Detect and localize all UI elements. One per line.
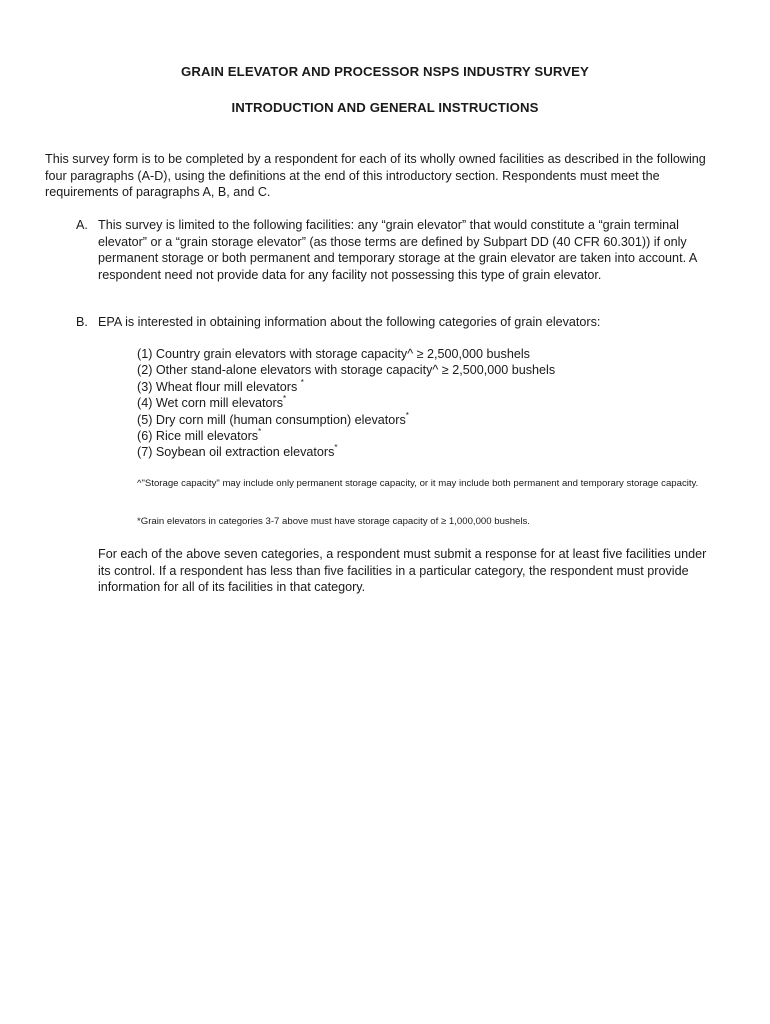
document-title: GRAIN ELEVATOR AND PROCESSOR NSPS INDUSTRY SURVEY — [181, 64, 589, 79]
category-text: (1) Country grain elevators with storage capacity^ ≥ 2,500,000 bushels — [137, 347, 530, 361]
footnote-marker: * — [405, 410, 409, 420]
paragraph-a-text: This survey is limited to the following facilities: any “grain elevator” that would constitute a “grain terminal elevator” or a “grain storage elevator” (as those terms are defined by Subpart DD (40 CFR 60.301)) if only permanent storage or both permanent and temporary storage at the grain elevator are taken into account. A respondent need not provide data for any facility not possessing this type of grain elevator. — [98, 218, 697, 282]
category-item — [137, 362, 555, 378]
storage-capacity-note: ^"Storage capacity" may include only permanent storage capacity, or it may include both permanent and temporary storage capacity. — [137, 478, 699, 489]
category-capacity-note: *Grain elevators in categories 3-7 above must have storage capacity of ≥ 1,000,000 bushels. — [137, 516, 530, 527]
paragraph-b-text: EPA is interested in obtaining information about the following categories of grain elevators: — [98, 315, 601, 329]
category-item — [137, 428, 555, 444]
category-list — [137, 346, 555, 461]
section-title: INTRODUCTION AND GENERAL INSTRUCTIONS — [231, 100, 539, 115]
footnote-marker: * — [283, 394, 287, 404]
category-text: (2) Other stand-alone elevators with storage capacity^ ≥ 2,500,000 bushels — [137, 363, 556, 378]
category-text: (3) Wheat flour mill elevators — [137, 379, 301, 394]
footnote-marker: * — [258, 427, 262, 437]
closing-paragraph: For each of the above seven categories, a respondent must submit a response for at least five facilities under its control. If a respondent has less than five facilities in a particular category, the respondent must provide information for all of its facilities in that category. — [98, 547, 707, 595]
category-item — [137, 346, 555, 362]
category-text: (5) Dry corn mill (human consumption) elevators — [137, 412, 406, 427]
intro-paragraph: This survey form is to be completed by a respondent for each of its wholly owned facilities as described in the following four paragraphs (A-D), using the definitions at the end of this introductory section. Respondents must meet the requirements of paragraphs A, B, and C. — [45, 152, 706, 200]
category-item — [137, 379, 555, 395]
category-item — [137, 395, 555, 411]
footnote-marker: * — [334, 443, 338, 453]
paragraph-b — [76, 314, 730, 331]
paragraph-a — [76, 217, 730, 283]
category-text: (7) Soybean oil extraction elevators — [137, 445, 335, 460]
category-text: (6) Rice mill elevators — [137, 429, 259, 444]
category-item — [137, 412, 555, 428]
category-item — [137, 444, 555, 460]
footnote-marker: * — [300, 377, 304, 387]
paragraph-a-marker: A. — [76, 218, 88, 232]
paragraph-b-marker: B. — [76, 315, 88, 329]
category-text: (4) Wet corn mill elevators — [137, 396, 284, 411]
